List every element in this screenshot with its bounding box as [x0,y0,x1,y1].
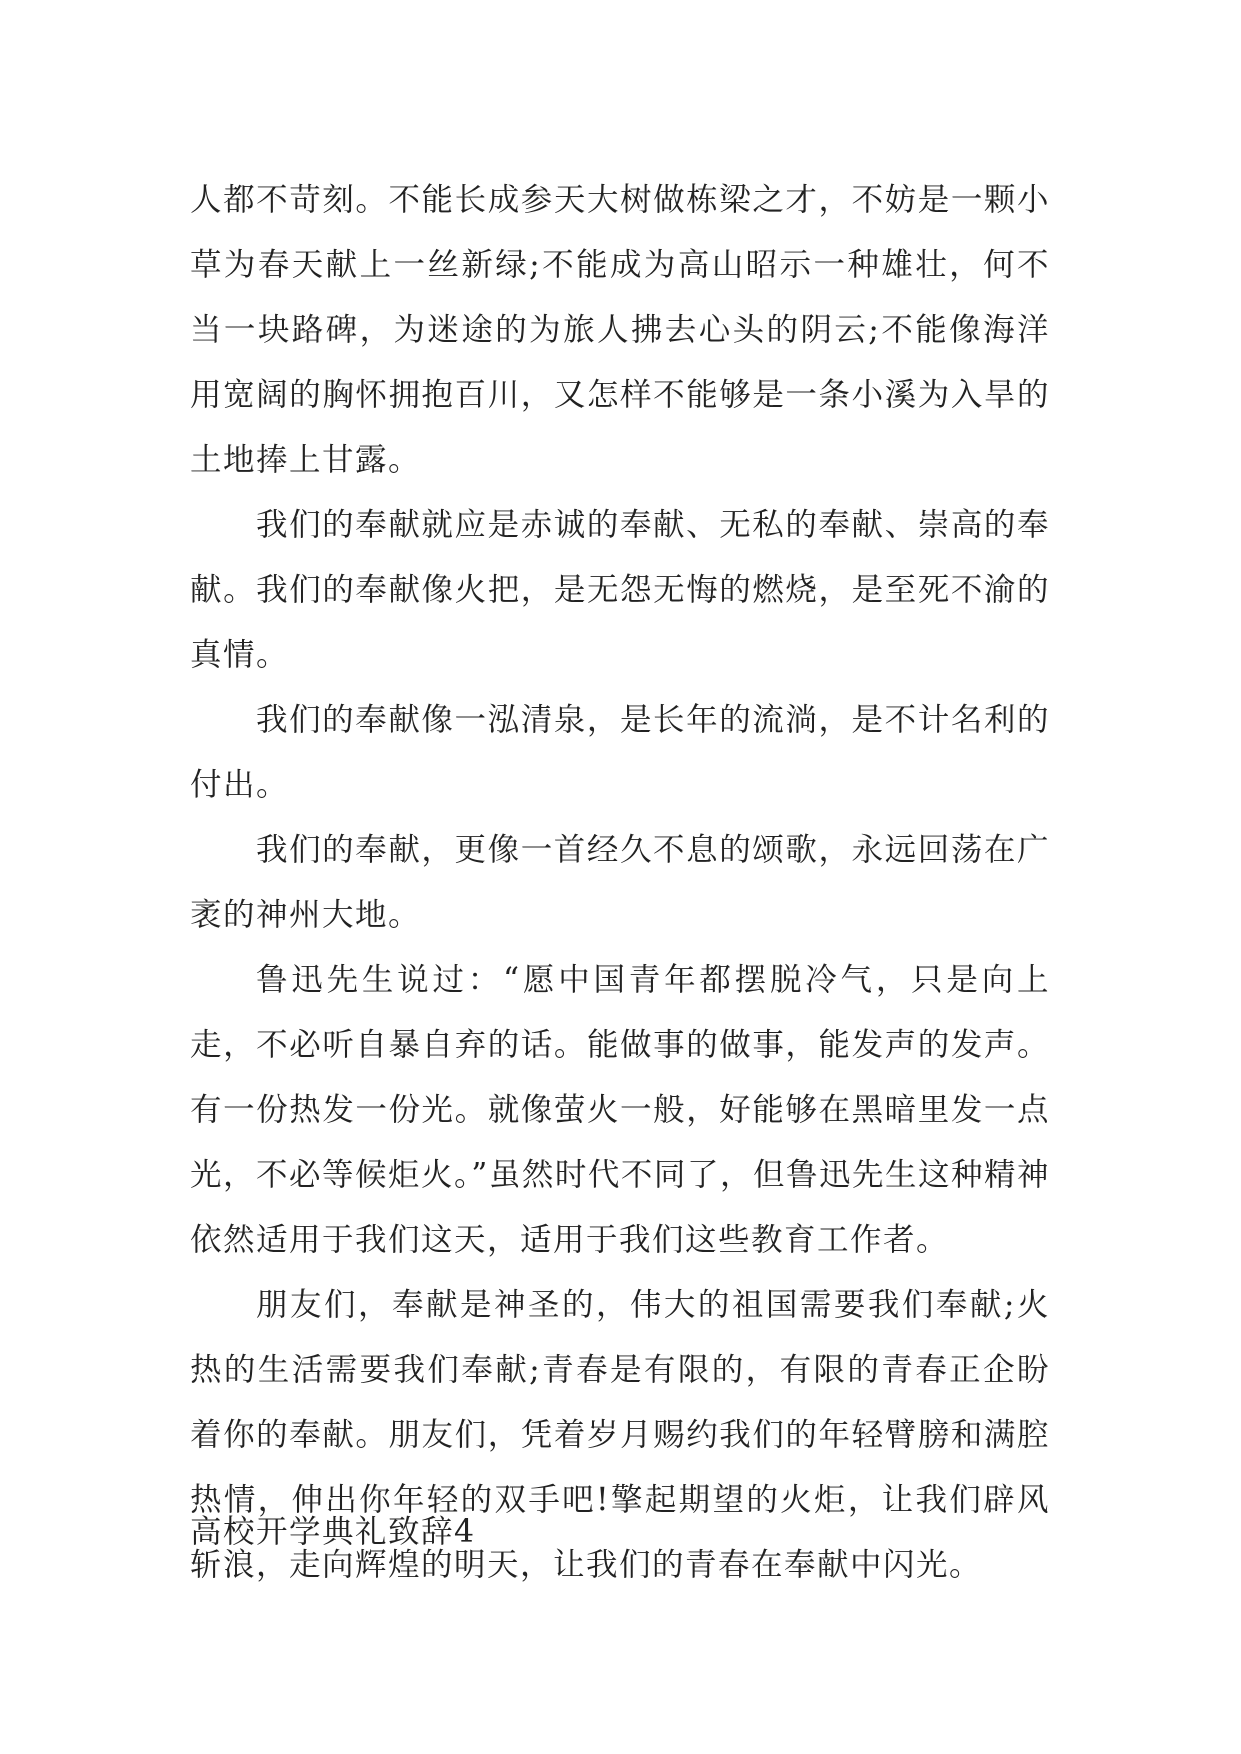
section-title: 高校开学典礼致辞4 [190,1514,476,1550]
paragraph-song: 我们的奉献，更像一首经久不息的颂歌，永远回荡在广袤的神州大地。 [190,832,1050,933]
paragraph-luxun-quote: 鲁迅先生说过：“愿中国青年都摆脱冷气，只是向上走，不必听自暴自弃的话。能做事的做事，能发声的发声。有一份热发一份光。就像萤火一般，好能够在黑暗里发一点光，不必等候炬火。”虽然时代不同了，但鲁迅先生这种精神依然适用于我们这天，适用于我们这些教育工作者。 [190,962,1050,1258]
paragraph-clear-spring: 我们的奉献像一泓清泉，是长年的流淌，是不计名利的付出。 [190,702,1050,803]
paragraph-closing-appeal: 朋友们，奉献是神圣的，伟大的祖国需要我们奉献;火热的生活需要我们奉献;青春是有限的，有限的青春正企盼着你的奉献。朋友们，凭着岁月赐约我们的年轻臂膀和满腔热情，伸出你年轻的双手吧!擎起期望的火炬，让我们辟风斩浪，走向辉煌的明天，让我们的青春在奉献中闪光。 [190,1287,1050,1583]
paragraph-dedication-qualities: 我们的奉献就应是赤诚的奉献、无私的奉献、崇高的奉献。我们的奉献像火把，是无怨无悔的燃烧，是至死不渝的真情。 [190,507,1050,673]
paragraph-continuation: 人都不苛刻。不能长成参天大树做栋梁之才，不妨是一颗小草为春天献上一丝新绿;不能成为高山昭示一种雄壮，何不当一块路碑，为迷途的为旅人拂去心头的阴云;不能像海洋用宽阔的胸怀拥抱百川，又怎样不能够是一条小溪为入旱的土地捧上甘露。 [190,182,1050,478]
document-body [190,168,1050,1598]
